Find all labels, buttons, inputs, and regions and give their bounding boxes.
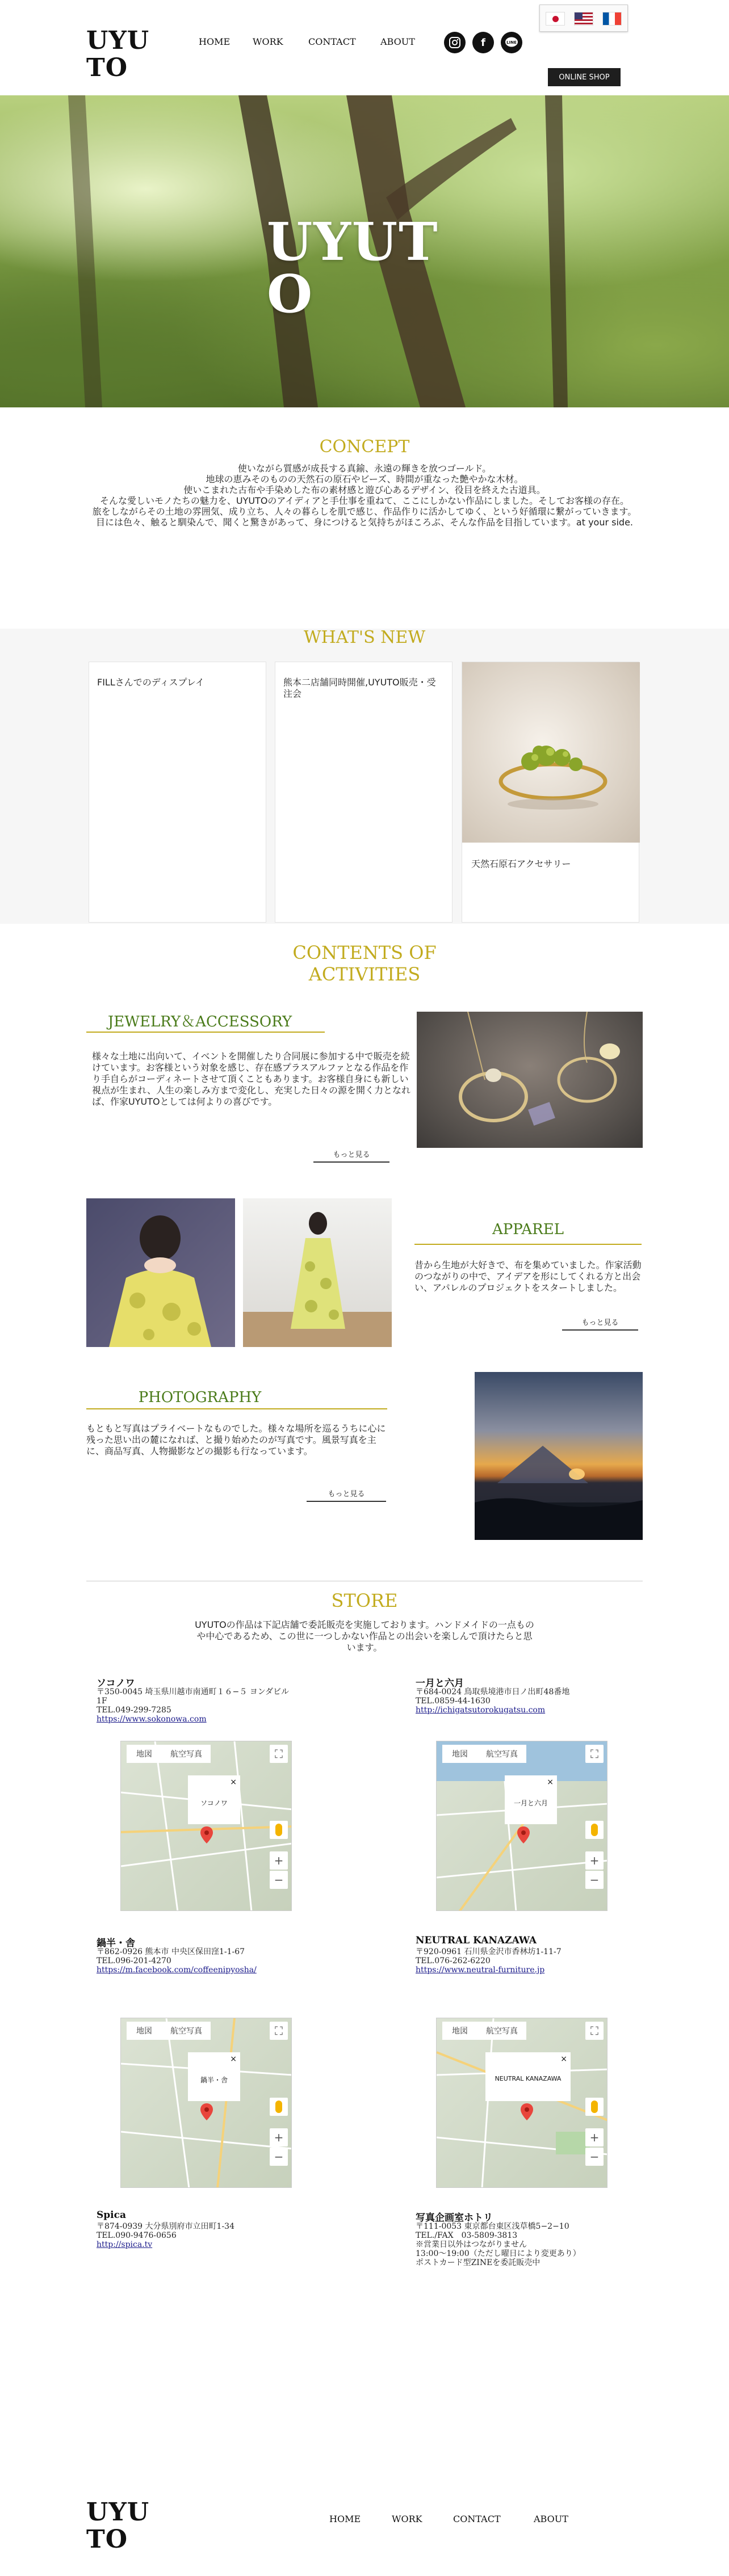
shop-link[interactable]: https://www.sokonowa.com [97,1715,207,1724]
close-icon[interactable]: × [230,2055,237,2064]
news-card-text: 熊本二店舗同時開催,UYUTO販売・受注会 [283,677,436,699]
pegman-icon[interactable] [270,1821,288,1839]
shop-tel: TEL.090-9476-0656 [97,2231,177,2240]
fullscreen-icon[interactable]: ⛶ [585,2022,604,2040]
shop-tel: TEL./FAX 03-5809-3813 [416,2231,518,2240]
shop-info [416,2222,643,2267]
shop-link[interactable]: http://spica.tv [97,2240,153,2249]
map-tab-satellite[interactable]: 航空写真 [477,1745,526,1763]
map-popup [505,1775,557,1824]
svg-text:LINE: LINE [506,40,517,45]
hero-image [0,95,729,407]
shop-info [97,2222,324,2249]
concept-line: 旅をしながらその土地の雰囲気、成り立ち、人々の暮らしを肌で感じ、作品作りに活かしてゆく、という好循環に繋がっていきます。 [92,506,637,517]
map-tab-satellite[interactable]: 航空写真 [477,2022,526,2040]
pegman-icon[interactable] [585,1821,604,1839]
shop-address: 〒920-0961 石川県金沢市香林坊1-11-7 [416,1947,562,1956]
close-icon[interactable]: × [560,2055,567,2064]
nav-home[interactable]: HOME [199,36,231,47]
shop-name: 一月と六月 [416,1678,464,1689]
concept-line: 目には色々、触ると馴染んで、聞くと驚きがあって、身につけると気持ちがほころぶ、そんな作品を目指しています。at your side. [95,517,633,528]
map-popup [485,2052,571,2101]
shop-tel: TEL.0859-44-1630 [416,1697,491,1706]
fullscreen-icon[interactable]: ⛶ [270,1745,288,1763]
shop-tel: TEL.076-262-6220 [416,1956,491,1965]
zoom-in-icon[interactable]: + [585,1851,604,1870]
shop-tel: TEL.096-201-4270 [97,1956,171,1965]
map-tab-map[interactable]: 地図 [442,1745,477,1763]
news-card-text: FILLさんでのディスプレイ [97,677,205,688]
gemstone-ring-image [462,662,640,843]
shop-address: 〒684-0024 鳥取県境港市日ノ出町48番地 [416,1687,570,1697]
shop-address: 〒874-0939 大分県別府市立田町1-34 [97,2222,234,2231]
apparel-photo-1 [86,1198,235,1347]
map-tab-satellite[interactable]: 航空写真 [162,2022,211,2040]
footer-nav-contact[interactable]: CONTACT [453,2514,501,2524]
photography-title: PHOTOGRAPHY [138,1389,262,1406]
shop-map[interactable] [436,2018,608,2188]
map-pin-icon[interactable] [521,2103,533,2120]
apparel-text: 昔から生地が大好きで、布を集めていました。作家活動のつながりの中で、アイデアを形にしてくれる方と出会い、アパレルのプロジェクトをスタートしました。 [414,1260,642,1293]
pegman-icon[interactable] [585,2098,604,2116]
zoom-out-icon[interactable]: − [585,1871,604,1889]
footer-logo[interactable]: UYUTO [86,2498,150,2554]
divider [86,1032,325,1033]
zoom-out-icon[interactable]: − [270,1871,288,1889]
map-popup-label: NEUTRAL KANAZAWA [495,2075,562,2082]
map-pin-icon[interactable] [200,1826,213,1843]
zoom-out-icon[interactable]: − [585,2148,604,2166]
shop-address: 〒111-0053 東京都台東区浅草橋5−2−10 [416,2222,569,2231]
site-logo[interactable]: UYUTO [86,26,150,82]
shop-name: 写真企画室ホトリ [416,2212,493,2224]
photography-text: もともと写真はプライベートなものでした。様々な場所を巡るうちに心に残った思い出の麓になれば、と撮り始めたのが写真です。風景写真を主に、商品写真、人物撮影などの撮影も行なっています。 [86,1423,386,1457]
map-pin-icon[interactable] [200,2103,213,2120]
concept-line: 使いながら質感が成長する真鍮、永遠の輝きを放つゴールド。 [237,463,492,474]
news-card-text: 天然石原石アクセサリー [471,858,571,869]
zoom-in-icon[interactable]: + [585,2128,604,2146]
line-icon[interactable] [501,32,522,53]
footer-nav-home[interactable]: HOME [329,2514,361,2524]
fullscreen-icon[interactable]: ⛶ [585,1745,604,1763]
usa-flag-icon[interactable] [574,12,593,26]
shop-hours: 13:00〜19:00（ただし曜日により変更あり） [416,2249,581,2258]
sunset-photo [475,1372,643,1540]
shop-map[interactable] [120,1741,292,1911]
map-tab-map[interactable]: 地図 [442,2022,477,2040]
apparel-photo-2 [243,1198,392,1347]
apparel-more-link[interactable]: もっと見る [562,1316,638,1331]
map-popup-label: ソコノワ [200,1799,228,1807]
news-card[interactable] [89,662,266,923]
online-shop-button[interactable]: ONLINE SHOP [548,68,621,86]
concept-line: 使いこまれた古布や手染めした布の素材感と遊び心あるデザイン、役目を終えた古道具。 [183,485,546,495]
map-tab-satellite[interactable]: 航空写真 [162,1745,211,1763]
japan-flag-icon[interactable] [546,12,565,26]
map-popup-label: 鍋半・舎 [200,2076,228,2084]
nav-contact[interactable]: CONTACT [308,36,356,47]
shop-name: ソコノワ [97,1678,135,1689]
footer-nav-about[interactable]: ABOUT [534,2514,568,2524]
contents-title: CONTENTS OF ACTIVITIES [292,942,437,985]
map-popup-label: 一月と六月 [513,1799,548,1807]
fullscreen-icon[interactable]: ⛶ [270,2022,288,2040]
shop-map[interactable] [120,2018,292,2188]
shop-link[interactable]: https://www.neutral-furniture.jp [416,1965,545,1975]
shop-info [416,1687,643,1715]
facebook-icon[interactable]: f [472,32,494,53]
close-icon[interactable]: × [230,1778,237,1787]
concept-title: CONCEPT [319,437,410,457]
apparel-title: APPAREL [492,1221,564,1238]
pegman-icon[interactable] [270,2098,288,2116]
news-card[interactable] [462,662,639,923]
shop-tel: TEL.049-299-7285 [97,1706,171,1715]
shop-address: 〒350-0045 埼玉県川越市南通町１６−５ ヨンダビル [97,1687,290,1697]
nav-work[interactable]: WORK [253,36,283,47]
news-card[interactable] [275,662,453,923]
shop-info [416,1947,643,1975]
france-flag-icon[interactable] [602,12,622,26]
shop-info [97,1687,312,1724]
map-tab-map[interactable]: 地図 [127,1745,162,1763]
map-popup [188,2052,240,2101]
shop-map[interactable] [436,1741,608,1911]
zoom-out-icon[interactable]: − [270,2148,288,2166]
jewelry-more-link[interactable]: もっと見る [313,1148,389,1163]
shop-note: ※営業日以外はつながりません [416,2240,527,2249]
store-title: STORE [331,1590,398,1611]
concept-line: そんな愛しいモノたちの魅力を、UYUTOのアイディアと手仕事を重ねて、ここにしかない作品にしました。そしてお客様の存在。 [100,495,629,506]
whats-new-title: WHAT'S NEW [303,628,426,647]
concept-text [91,463,638,528]
instagram-icon[interactable] [444,32,466,53]
jewelry-photo [417,1012,643,1148]
map-popup [188,1775,240,1824]
jewelry-title: JEWELRY＆ACCESSORY [107,1013,292,1030]
language-selector[interactable] [539,5,628,32]
zoom-in-icon[interactable]: + [270,1851,288,1870]
shop-note: ポストカード型ZINEを委託販売中 [416,2258,541,2267]
close-icon[interactable]: × [547,1778,554,1787]
shop-name: Spica [97,2209,126,2221]
zoom-in-icon[interactable]: + [270,2128,288,2146]
divider [414,1244,642,1245]
shop-name: 鍋半・舎 [97,1938,135,1949]
shop-address: 〒862-0926 熊本市 中央区保田窪1-1-67 [97,1947,245,1956]
jewelry-text: 様々な土地に出向いて、イベントを開催したり合同展に参加する中で販売を続けています。お客様という対象を感じ、存在感プラスアルファとなる作品を作り手自らがコーディネートさせて頂くこともあります。お客様自身にも新しい視点が生まれ、人生の楽しみ方まで変化し、充実した日々の源を開く力となれば、作家UYUTOとしては何よりの喜びです。 [92,1051,410,1107]
footer-nav-work[interactable]: WORK [392,2514,422,2524]
concept-line: 地球の恵みそのものの天然石の原石やビーズ、時間が重なった艶やかな木材。 [206,474,523,485]
hero-title: UYUTO [267,211,439,325]
store-intro: UYUTOの作品は下記店舗で委託販売を実施しております。ハンドメイドの一点ものや中心であるため、この世に一つしかない作品との出会いを楽しんで頂けたらと思います。 [195,1619,534,1653]
shop-link[interactable]: http://ichigatsutorokugatsu.com [416,1706,546,1715]
map-tab-map[interactable]: 地図 [127,2022,162,2040]
map-pin-icon[interactable] [517,1826,530,1843]
shop-name: NEUTRAL KANAZAWA [416,1935,537,1946]
photography-more-link[interactable]: もっと見る [307,1488,386,1502]
nav-about[interactable]: ABOUT [380,36,415,47]
shop-address: 1F [97,1697,107,1706]
divider [86,1408,387,1409]
shop-info [97,1947,324,1975]
shop-link[interactable]: https://m.facebook.com/coffeenipyosha/ [97,1965,257,1975]
